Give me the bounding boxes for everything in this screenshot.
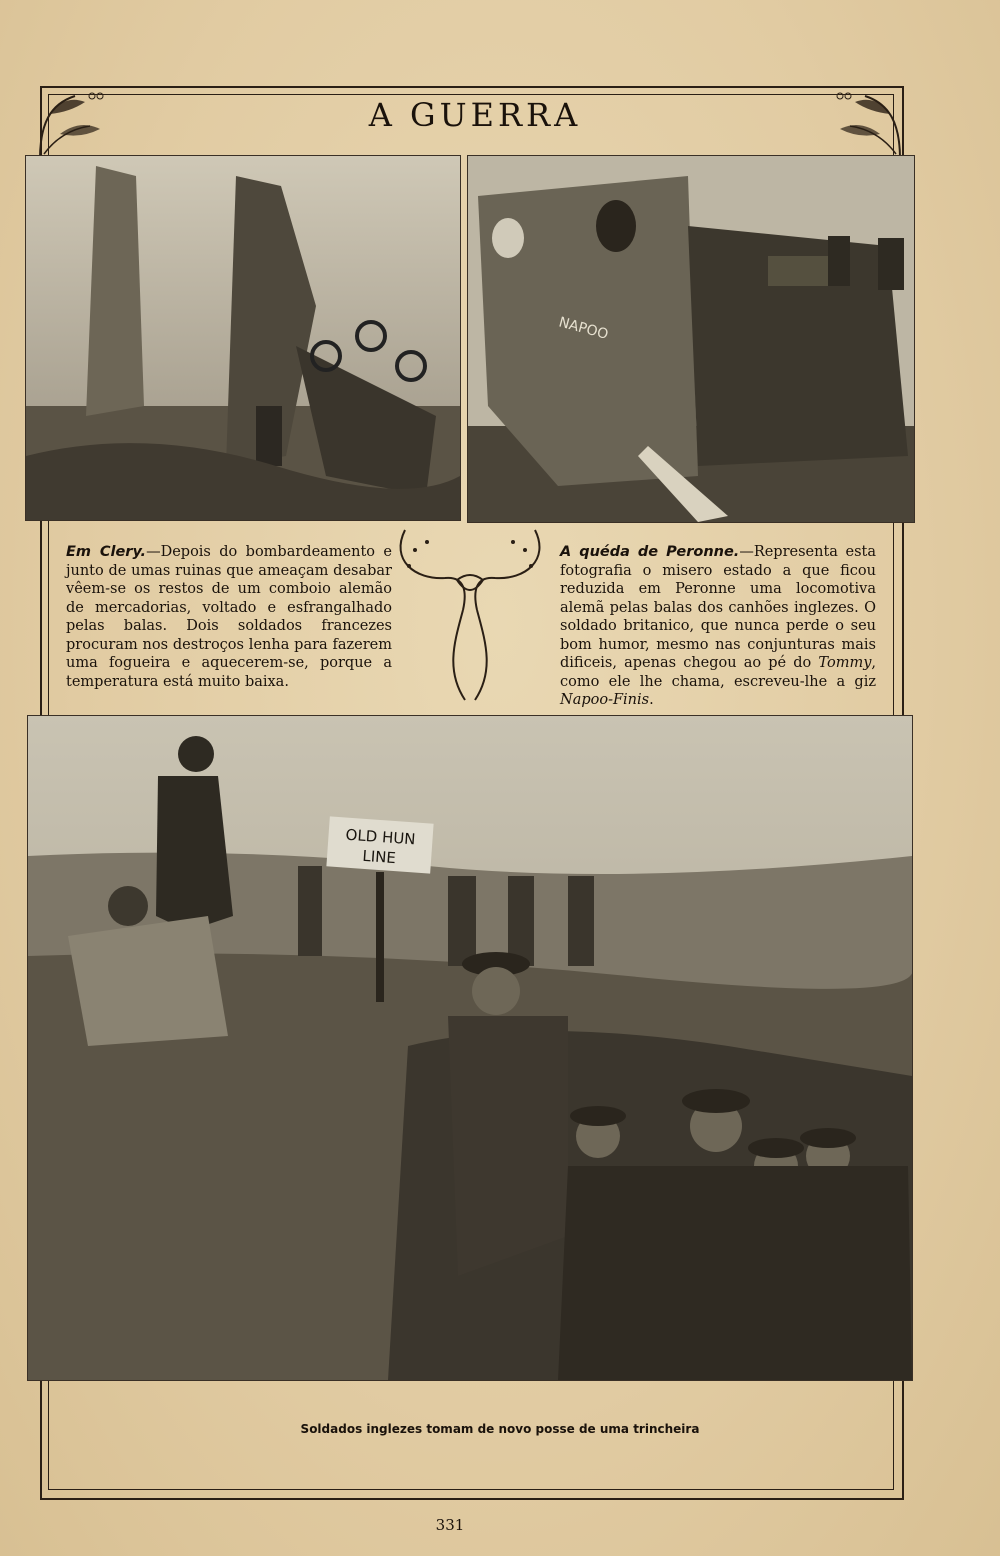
caption-peronne-lead: A quéda de Peronne. <box>560 544 740 560</box>
page-title: A GUERRA <box>368 96 582 134</box>
caption-peronne-tommy: Tommy <box>818 655 872 671</box>
page-number: 331 <box>435 1516 465 1534</box>
right-corner-ornament <box>830 84 910 164</box>
caption-peronne-text-1: —Representa esta fotografia o misero estado a que ficou reduzida em Peronne uma locomotiva alemã pelas balas dos canhões inglezes. O soldado britanico, que nunca perde o seu bom humor, mesmo nas conjunturas mais dificeis, apenas chegou ao pé do <box>560 544 876 671</box>
central-vine-ornament <box>385 520 555 710</box>
caption-peronne-text-2: , como ele lhe chama, escreveu-lhe a giz <box>560 655 876 690</box>
caption-peronne-text-3: . <box>649 692 654 708</box>
caption-clery-text: —Depois do bombardeamento e junto de umas ruinas que ameaçam desabar vêem-se os restos de um comboio alemão de mercadorias, voltado e esfrangalhado pelas balas. Dois soldados francezes procuram nos destroços lenha para fazerem uma fogueira e aquecerem-se, porque a temperatura está muito baixa. <box>66 544 392 690</box>
photo-peronne-locomotive <box>468 156 914 522</box>
caption-peronne <box>560 543 876 710</box>
trench-photo-caption: Soldados inglezes tomam de novo posse de uma trincheira <box>300 1422 700 1436</box>
sign-line-1: OLD HUN <box>345 825 417 849</box>
chalk-writing: NAPOO <box>556 314 610 343</box>
caption-clery-lead: Em Clery. <box>66 544 147 560</box>
caption-clery <box>66 543 392 691</box>
photo-clery-ruins <box>26 156 460 520</box>
sign-line-2: LINE <box>361 846 397 868</box>
left-corner-ornament <box>30 84 110 164</box>
photo-trench-soldiers <box>28 716 912 1380</box>
caption-peronne-napoo: Napoo-Finis <box>560 692 650 708</box>
